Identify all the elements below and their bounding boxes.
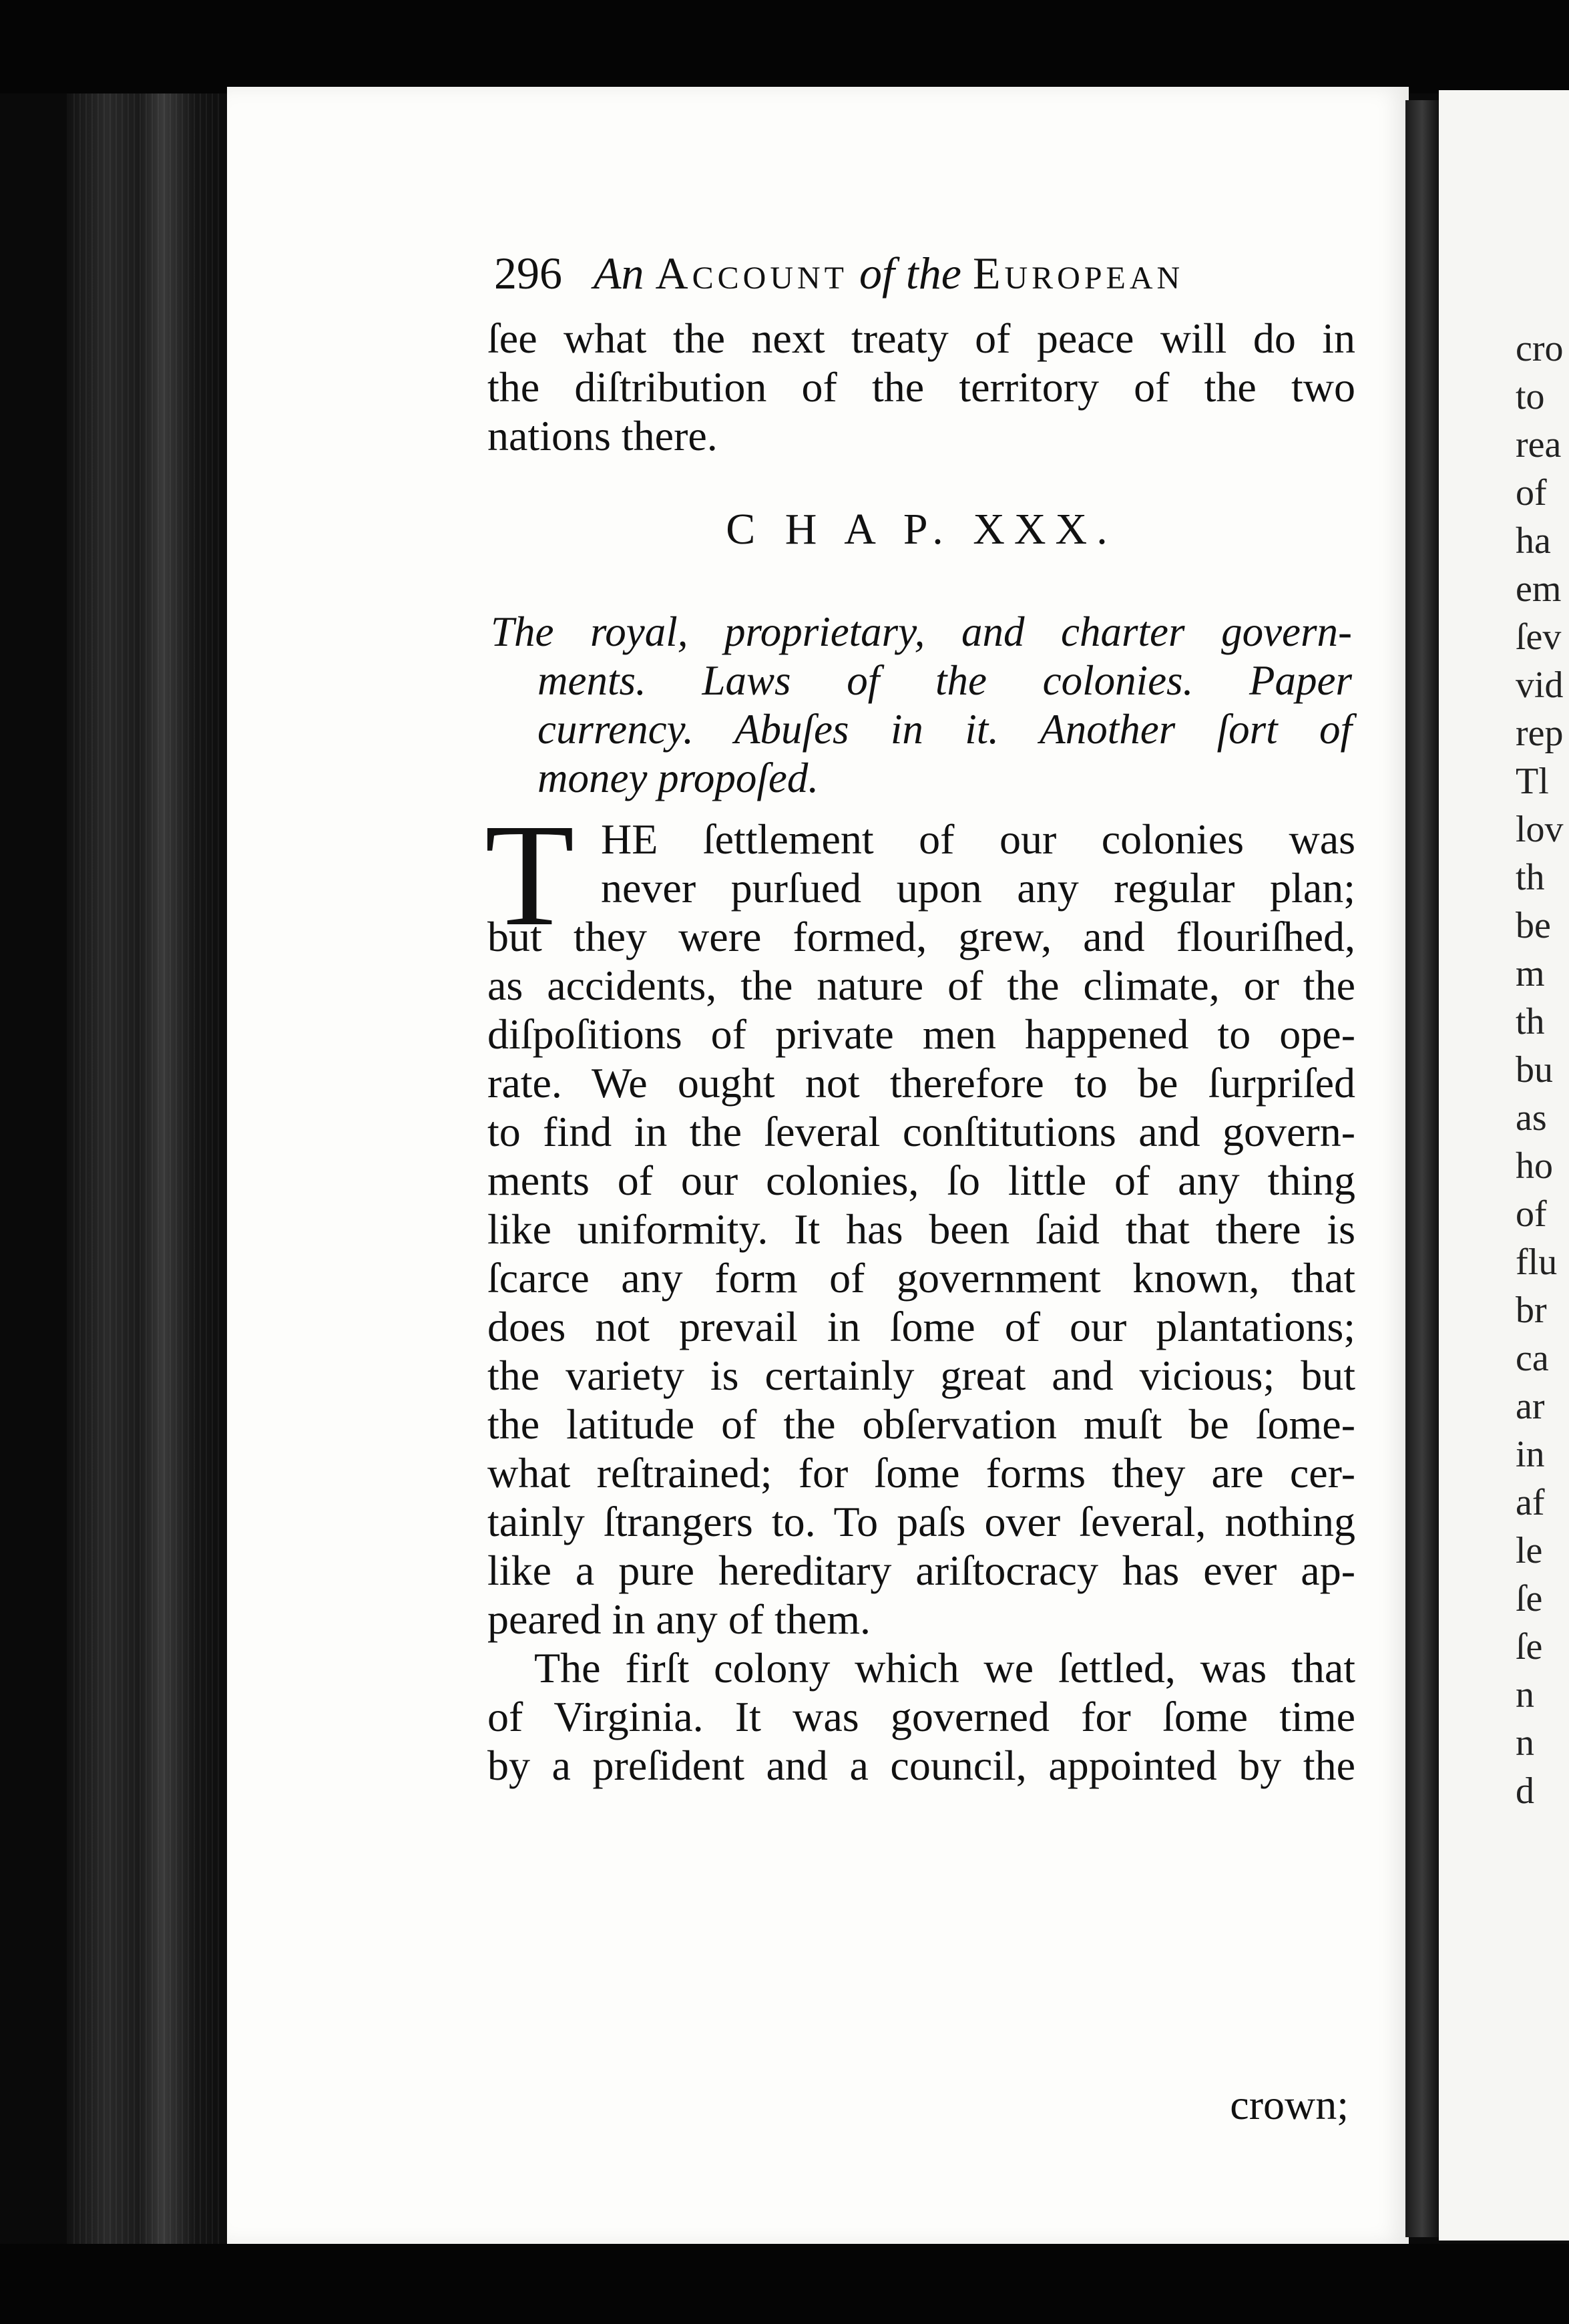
header-word-european: European	[972, 248, 1184, 299]
text-line: ſcarce any form of government known, that	[487, 1254, 1355, 1302]
facing-page-fragment: in	[1516, 1434, 1545, 1475]
facing-page-fragment: d	[1516, 1770, 1534, 1812]
text-line: nations there.	[487, 412, 718, 459]
facing-page-fragment: m	[1516, 953, 1545, 994]
facing-page-fragment: ſe	[1516, 1626, 1543, 1668]
page-number: 296	[494, 248, 562, 299]
text-line: to find in the ſeveral conſtitutions and govern-	[487, 1108, 1355, 1155]
summary-line: currency. Abuſes in it. Another ſort of	[537, 706, 1352, 753]
text-line: the diſtribution of the territory of the two	[487, 363, 1355, 411]
facing-page-fragment: em	[1516, 568, 1562, 610]
facing-page-fragment: to	[1516, 376, 1545, 417]
facing-page-fragment: of	[1516, 1193, 1547, 1235]
facing-page-fragment: cro	[1516, 328, 1564, 369]
facing-page-fragment: ho	[1516, 1145, 1553, 1187]
facing-page-fragment: ca	[1516, 1338, 1549, 1379]
facing-page-fragment: be	[1516, 905, 1551, 946]
text-line: like a pure hereditary ariſtocracy has ever ap-	[487, 1547, 1355, 1594]
facing-page-fragment: Tl	[1516, 761, 1549, 802]
facing-page-fragment: ha	[1516, 520, 1551, 562]
text-line: by a preſident and a council, appointed by the	[487, 1742, 1355, 1789]
facing-page-fragment: ar	[1516, 1386, 1545, 1427]
text-line: the variety is certainly great and vicious; but	[487, 1352, 1355, 1399]
text-line: as accidents, the nature of the climate, or the	[487, 962, 1355, 1009]
text-line: never purſued upon any regular plan;	[601, 864, 1355, 912]
text-line: like uniformity. It has been ſaid that there is	[487, 1205, 1355, 1253]
facing-page-fragment: rea	[1516, 424, 1562, 465]
header-word-account: Account	[655, 248, 848, 299]
text-line: the latitude of the obſervation muſt be ſome-	[487, 1400, 1355, 1448]
facing-page-fragment: le	[1516, 1530, 1543, 1571]
text-line: ſee what the next treaty of peace will do in	[487, 315, 1355, 362]
text-line: of Virginia. It was governed for ſome time	[487, 1693, 1355, 1740]
text-line: diſpoſitions of private men happened to ope-	[487, 1010, 1355, 1058]
text-line: tainly ſtrangers to. To paſs over ſeveral, nothing	[487, 1498, 1355, 1545]
facing-page-fragment: br	[1516, 1290, 1547, 1331]
text-line: but they were formed, grew, and flouriſhed,	[487, 913, 1355, 960]
text-line: rate. We ought not therefore to be ſurpriſed	[487, 1059, 1355, 1107]
scan-border-bottom	[0, 2244, 1569, 2324]
facing-page-fragment: th	[1516, 1001, 1545, 1042]
text-line: ments of our colonies, ſo little of any thing	[487, 1157, 1355, 1204]
continuation-text	[487, 314, 1355, 460]
summary-line: The royal, proprietary, and charter govern-	[491, 608, 1352, 655]
facing-page-fragment: ſev	[1516, 616, 1562, 658]
text-line: does not prevail in ſome of our plantations;	[487, 1303, 1355, 1350]
summary-line: money propoſed.	[537, 755, 819, 801]
header-word-of-the: of the	[859, 248, 961, 299]
facing-page-fragment: as	[1516, 1097, 1547, 1139]
chapter-summary	[491, 608, 1352, 803]
catchword: crown;	[1230, 2081, 1349, 2128]
facing-page-fragment: n	[1516, 1674, 1534, 1716]
text-line: The firſt colony which we ſettled, was that	[534, 1644, 1355, 1692]
text-line: what reſtrained; for ſome forms they are cer-	[487, 1449, 1355, 1497]
drop-cap: T	[485, 793, 575, 956]
scan-border-top	[0, 0, 1569, 93]
facing-page-fragment: bu	[1516, 1049, 1553, 1091]
facing-page-fragment: af	[1516, 1482, 1545, 1523]
facing-page-fragment: th	[1516, 857, 1545, 898]
facing-page-fragment: n	[1516, 1722, 1534, 1764]
body-text	[485, 793, 1355, 1790]
text-line: peared in any of them.	[487, 1595, 871, 1643]
header-word-an: An	[594, 248, 644, 299]
text-line: HE ſettlement of our colonies was	[601, 815, 1355, 863]
summary-line: ments. Laws of the colonies. Paper	[537, 657, 1352, 704]
page-gutter	[1405, 100, 1439, 2237]
spine-texture	[73, 93, 220, 2244]
facing-page-fragment: vid	[1516, 664, 1564, 706]
facing-page-fragment: of	[1516, 472, 1547, 514]
facing-page-fragment: ſe	[1516, 1578, 1543, 1619]
facing-page-fragment: flu	[1516, 1241, 1558, 1283]
facing-page-fragment: lov	[1516, 809, 1564, 850]
chapter-heading: C H A P. XXX.	[726, 505, 1117, 554]
facing-page-fragment: rep	[1516, 713, 1564, 754]
running-header	[494, 247, 1349, 307]
